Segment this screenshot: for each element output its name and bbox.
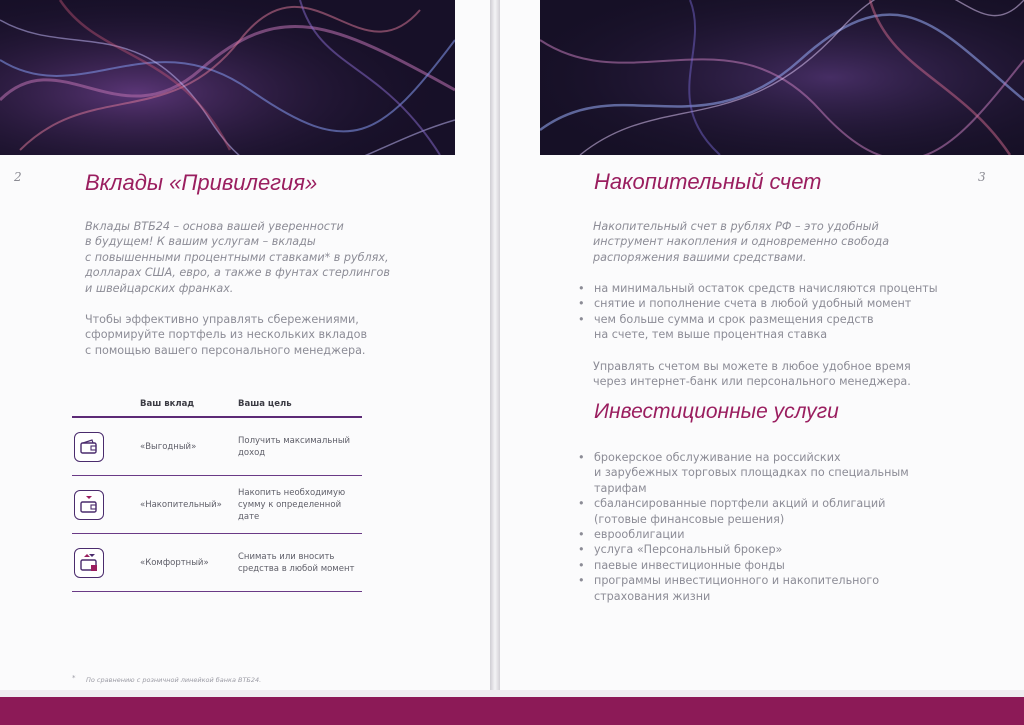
deposit-name: «Выгодный» — [140, 417, 238, 476]
paragraph-portfolio: Чтобы эффективно управлять сбережениями, сформируйте портфель из нескольких вкладов с помощью вашего персонального менеджера. — [85, 313, 368, 357]
deposits-table — [72, 397, 362, 592]
list-item: • паевые инвестиционные фонды — [577, 558, 909, 573]
title-savings-account: Накопительный счет — [594, 169, 822, 194]
table-row — [72, 476, 362, 534]
wallet-icon — [74, 432, 104, 462]
page-number-right: 3 — [978, 170, 986, 184]
title-investment-services: Инвестиционные услуги — [594, 400, 839, 423]
header-deposit: Ваш вклад — [140, 397, 238, 417]
list-item: • брокерское обслуживание на российских и зарубежных торговых площадках по специальным тарифам — [577, 450, 909, 496]
bottom-color-bar — [0, 697, 1024, 725]
right-page — [500, 0, 1024, 725]
bottom-separator — [0, 690, 1024, 697]
table-header-row — [72, 397, 362, 417]
hero-image-right — [540, 0, 1024, 155]
left-page — [0, 0, 490, 725]
list-item: • услуга «Персональный брокер» — [577, 542, 909, 557]
list-item: • сбалансированные портфели акций и облигаций (готовые финансовые решения) — [577, 496, 909, 527]
table-row — [72, 534, 362, 592]
hero-image-left — [0, 0, 455, 155]
wallet-transfer-icon — [74, 548, 104, 578]
investment-bullet-list — [577, 450, 909, 604]
paragraph-account-management: Управлять счетом вы можете в любое удобное время через интернет-банк или персонального менеджера. — [593, 360, 911, 389]
intro-savings-account: Накопительный счет в рублях РФ – это удобный инструмент накопления и одновременно свобода распоряжения вашими средствами. — [593, 220, 890, 264]
deposit-goal: Накопить необходимую сумму к определенной дате — [238, 476, 362, 534]
page-gutter — [490, 0, 500, 725]
deposit-name: «Комфортный» — [140, 534, 238, 592]
list-item: • еврооблигации — [577, 527, 909, 542]
footnote: По сравнению с розничной линейкой банка ВТБ24. — [86, 676, 262, 684]
intro-deposits: Вклады ВТБ24 – основа вашей уверенности в будущем! К вашим услугам – вклады с повышенными процентными ставками* в рублях, долларах США, евро, а также в фунтах стерлингов и швейцарских франках. — [85, 220, 390, 295]
list-item: • чем больше сумма и срок размещения средств на счете, тем выше процентная ставка — [577, 312, 938, 343]
list-item: • программы инвестиционного и накопительного страхования жизни — [577, 573, 909, 604]
page-number-left: 2 — [14, 170, 22, 184]
wallet-deposit-icon — [74, 490, 104, 520]
deposit-goal: Получить максимальный доход — [238, 417, 362, 476]
header-empty — [72, 397, 140, 417]
savings-bullet-list — [577, 281, 938, 343]
list-item: • на минимальный остаток средств начисляются проценты — [577, 281, 938, 296]
footnote-mark: * — [72, 674, 76, 682]
title-deposits: Вклады «Привилегия» — [85, 170, 318, 195]
table-row — [72, 417, 362, 476]
header-goal: Ваша цель — [238, 397, 362, 417]
deposit-goal: Снимать или вносить средства в любой момент — [238, 534, 362, 592]
deposit-name: «Накопительный» — [140, 476, 238, 534]
list-item: • снятие и пополнение счета в любой удобный момент — [577, 296, 938, 311]
